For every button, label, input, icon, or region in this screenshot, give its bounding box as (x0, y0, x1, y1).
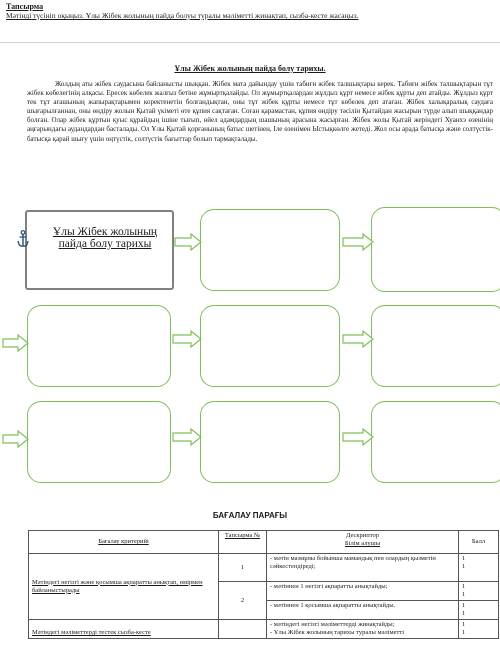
arrow-right-icon (172, 330, 202, 348)
header-descriptor-sub: Білім алушы (344, 540, 381, 547)
descriptor-cell: - мәтіннен 1 қосымша ақпаратты анықтайды. (267, 601, 459, 620)
diagram-box-empty[interactable] (371, 305, 500, 387)
evaluation-title: БАҒАЛАУ ПАРАҒЫ (212, 511, 288, 520)
page-separator (0, 42, 500, 43)
diagram-box-empty[interactable] (200, 209, 340, 291)
header-score: Балл (459, 531, 499, 554)
score-cell: 1 1 (459, 554, 499, 582)
arrow-right-icon (342, 330, 374, 348)
descriptor-cell: - мәтіндегі негізгі мәліметтерді жинақтайды; - Ұлы Жібек жолының тарихы туралы мәліметті (267, 620, 459, 639)
criteria-text: Мәтіндегі негізгі және қосымша ақпаратты анықтап, өмірмен байланыстырады (32, 578, 203, 594)
arrow-right-icon (2, 430, 29, 448)
score-cell: 1 1 (459, 620, 499, 639)
arrow-right-icon (342, 428, 374, 446)
task-cell (219, 620, 267, 639)
header-task-no-text: Тапсырма № (224, 532, 261, 539)
table-row (29, 554, 499, 582)
descriptor-cell: - мәтін мазмұны бойынша мамандық пен олардың қызметін сәйкестендіреді; (267, 554, 459, 582)
arrow-right-icon (2, 334, 29, 352)
score-cell: 1 1 (459, 601, 499, 620)
diagram-box-title (25, 210, 174, 290)
anchor-icon (17, 230, 29, 248)
task-title: Тапсырма (6, 2, 44, 11)
header-descriptor (267, 531, 459, 554)
header-descriptor-text: Дескриптор (345, 532, 380, 539)
score-cell: 1 1 (459, 582, 499, 601)
diagram-box-empty[interactable] (200, 401, 340, 483)
evaluation-table (28, 530, 499, 639)
diagram-box-empty[interactable] (371, 207, 500, 292)
task-cell: 2 (219, 582, 267, 620)
task-header (0, 0, 500, 22)
descriptor-cell: - мәтіннен 1 негізгі ақпаратты анықтайды; (267, 582, 459, 601)
arrow-right-icon (342, 233, 374, 251)
diagram-box-empty[interactable] (371, 401, 500, 483)
diagram-first-box-text: Ұлы Жібек жолының пайда болу тарихы (52, 226, 158, 250)
task-instructions: Мәтінді түсініп оқыңыз. Ұлы Жібек жолының пайда болуы туралы мәліметті жинақтап, сызба-кесте жасаңыз. (6, 11, 359, 20)
criteria-cell (29, 620, 219, 639)
table-row (29, 620, 499, 639)
criteria-text: Мәтіндегі мәліметтерді тестек сызба-кесте (32, 629, 151, 636)
header-task-no (219, 531, 267, 554)
arrow-right-icon (172, 428, 202, 446)
document-title: Ұлы Жібек жолының пайда болу тарихы. (174, 64, 326, 73)
diagram-box-empty[interactable] (200, 305, 340, 387)
task-cell: 1 (219, 554, 267, 582)
table-header-row (29, 531, 499, 554)
header-criteria: Бағалау критерийі (29, 531, 219, 554)
document-paragraph: Жолдың аты жібек саудасына байланысты шыққан. Жібек мата дайындау үшін табиғи жібек талшықтары керек. Табиғи жібек талшықтарын тұт жібек көбелегінің алқасы. Ересек көбелек жалғыз бетіне жұмыртқалайды. Ол жұмыртқалардан жұлдыз құрт немесе жібек құрты деп атайды. Жұлдыз құрт тек тұт ағашының жапырақтарымен коректенетін болғандықтан, оны тұт жібек құрты немесе тұт көбелек деп атаған. Жібек халықаралық саудаға шығарылғаннан, оны өндіру жолын Қытай үкіметі өте құпия сақтаған. Соған қарамастан, құпия өндіру тәсілін Қытайдан жасырын түрде алып шыққандар болған. Олар жібек құртын қуыс құрайдың ішіне тығып, өйел адамдардың шашының арасына жасырған. Жібек жолы Қытай жеріндегі Хуанхэ өзенінің аңғарындағы аудандардан басталады. Ол Ұлы Қытай қорғанының батыс шетінен, Іле өзенімен Ыстықкөлге жетеді. Жол осы арада батысқа және солтүстік-батысқа қарай шығу үшін оңтүстік, солтүстік бағыттар болып тармақталады. (27, 80, 493, 143)
criteria-cell (29, 554, 219, 620)
diagram-box-empty[interactable] (27, 401, 171, 483)
diagram-box-empty[interactable] (27, 305, 171, 387)
arrow-right-icon (174, 233, 202, 251)
